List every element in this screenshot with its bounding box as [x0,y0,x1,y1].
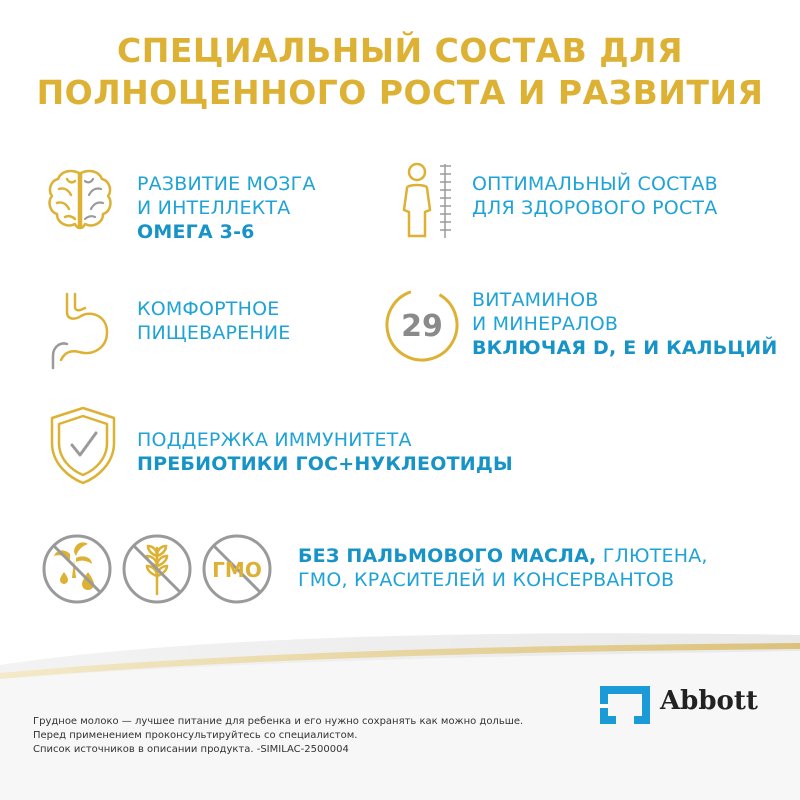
title-line-2: ПОЛНОЦЕННОГО РОСТА И РАЗВИТИЯ [36,73,764,112]
feature-immunity [137,428,513,476]
feature-immunity-bold: ПРЕБИОТИКИ ГОС+НУКЛЕОТИДЫ [137,453,513,475]
feature-vitamins-bold: ВКЛЮЧАЯ D, Е И КАЛЬЦИЙ [472,337,778,359]
disclaimer-line1: Грудное молоко — лучшее питание для ребенка и его нужно сохранять как можно дольше. [33,716,524,727]
feature-vitamins [472,288,777,360]
feature-free-from-rest: ГЛЮТЕНА, [596,545,708,567]
page-title [0,30,800,114]
title-line-1: СПЕЦИАЛЬНЫЙ СОСТАВ ДЛЯ [116,31,684,70]
feature-immunity-line1: ПОДДЕРЖКА ИММУНИТЕТА [137,429,412,451]
feature-digestion-line2: ПИЩЕВАРЕНИЕ [137,322,291,344]
abbott-logo-icon [598,684,652,726]
feature-growth-line1: ОПТИМАЛЬНЫЙ СОСТАВ [472,173,718,195]
child-height-icon [395,160,460,240]
gmo-label: ГМО [212,558,262,582]
feature-brain [137,172,316,244]
brain-icon [45,165,115,235]
feature-digestion [137,297,291,345]
vitamins-circle-icon [382,285,462,365]
feature-vitamins-line1: ВИТАМИНОВ [472,289,599,311]
feature-free-from-line2: ГМО, КРАСИТЕЛЕЙ И КОНСЕРВАНТОВ [298,569,675,591]
disclaimer-line3: Список источников в описании продукта. -SIMILAC-2500004 [33,744,349,755]
feature-free-from [298,544,708,592]
disclaimer-line2: Перед применением проконсультируйтесь со специалистом. [33,730,358,741]
feature-free-from-line1 [298,544,708,568]
feature-growth-line2: ДЛЯ ЗДОРОВОГО РОСТА [472,197,718,219]
no-palm-oil-icon [40,532,114,606]
feature-brain-line1: РАЗВИТИЕ МОЗГА [137,173,316,195]
feature-brain-line2: И ИНТЕЛЛЕКТА [137,197,291,219]
feature-digestion-line1: КОМФОРТНОЕ [137,298,280,320]
feature-growth [472,172,718,220]
feature-vitamins-line2: И МИНЕРАЛОВ [472,313,619,335]
disclaimer [33,715,523,757]
no-gmo-icon [200,532,274,606]
feature-free-from-bold: БЕЗ ПАЛЬМОВОГО МАСЛА, [298,545,597,567]
feature-brain-bold: ОМЕГА 3-6 [137,221,255,243]
vitamins-number: 29 [401,309,443,344]
shield-check-icon [48,405,118,485]
brand-name: Abbott [660,686,758,716]
no-gluten-icon [120,532,194,606]
stomach-icon [45,290,115,370]
